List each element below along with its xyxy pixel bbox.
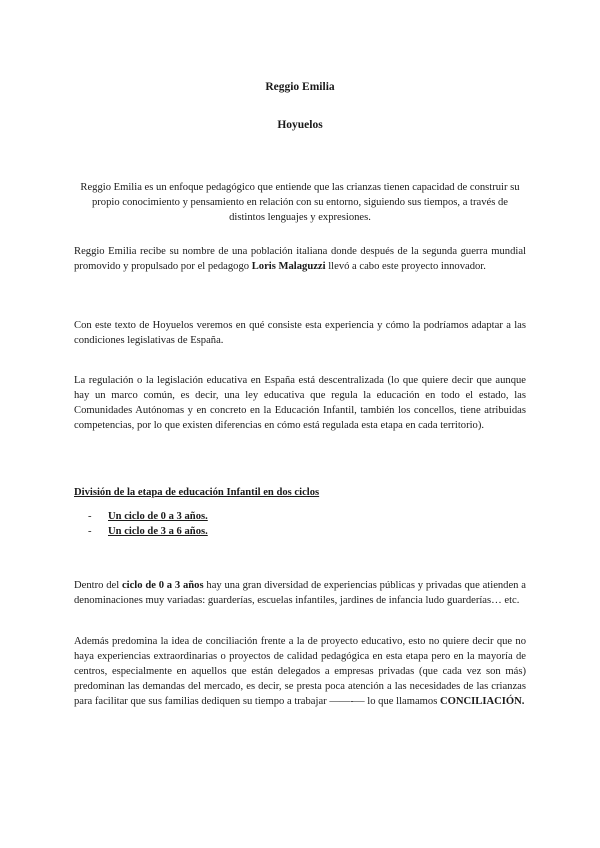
paragraph-regulation: La regulación o la legislación educativa en España está descentralizada (lo que quiere decir que aunque hay un marco común, es decir, una ley educativa que regula la educación en todo el estado, las Comunidades Autónomas y en concreto en la Educación Infantil, también los concellos, tiene atribuidas competencias, por lo que existen diferencias en cómo está regulada esta etapa en cada territorio). <box>74 375 526 431</box>
intro-paragraph: Reggio Emilia es un enfoque pedagógico que entiende que las crianzas tienen capacidad de construir su propio conocimiento y pensamiento en relación con su entorno, siguiendo sus tiempos, a través de distintos lenguajes y expresiones. <box>80 182 520 223</box>
list-dash: - <box>88 526 92 537</box>
document-subtitle: Hoyuelos <box>277 119 323 131</box>
list-item <box>88 509 208 524</box>
paragraph-origin-bold: Loris Malaguzzi <box>251 261 326 272</box>
cycle-list <box>88 509 208 539</box>
paragraph-purpose: Con este texto de Hoyuelos veremos en qué consiste esta experiencia y cómo la podríamos adaptar a las condiciones legislativas de España. <box>74 320 526 346</box>
paragraph-cycle-bold: ciclo de 0 a 3 años <box>121 580 204 591</box>
paragraph-conciliation <box>74 634 526 709</box>
list-item <box>88 524 208 539</box>
paragraph-origin-tail: llevó a cabo este proyecto innovador. <box>325 261 486 272</box>
list-dash: - <box>88 511 92 522</box>
paragraph-origin-text: Reggio Emilia recibe su nombre de una población italiana donde después de la segunda guerra mundial promovido y propulsado por el pedagogo <box>74 246 526 272</box>
paragraph-conciliation-bold: CONCILIACIÓN. <box>439 696 525 707</box>
paragraph-cycle-0-3 <box>74 578 526 608</box>
paragraph-cycle-tail: hay una gran diversidad de experiencias públicas y privadas que atienden a denominaciones muy variadas: guarderías, escuelas infantiles, jardines de infancia ludo guarderías… etc. <box>74 580 526 606</box>
paragraph-origin <box>74 244 526 274</box>
list-item-label: Un ciclo de 3 a 6 años. <box>108 526 208 537</box>
document-title: Reggio Emilia <box>265 81 335 93</box>
list-item-label: Un ciclo de 0 a 3 años. <box>108 511 208 522</box>
section-heading: División de la etapa de educación Infantil en dos ciclos <box>74 487 320 498</box>
paragraph-conciliation-text: Además predomina la idea de conciliación frente a la de proyecto educativo, esto no quiere decir que no haya experiencias extraordinarias o proyectos de calidad pedagógica en esta etapa pero en la mayoría de centros, especialmente en aquellos que están delegados a empresas privadas (que cada vez son más) predominan las demandas del mercado, es decir, se presta poca atención a las necesidades de las crianzas para facilitar que sus familias dediquen su tiempo a trabajar ——-— lo que llamamos <box>74 636 526 707</box>
paragraph-cycle-text: Dentro del <box>74 580 122 591</box>
